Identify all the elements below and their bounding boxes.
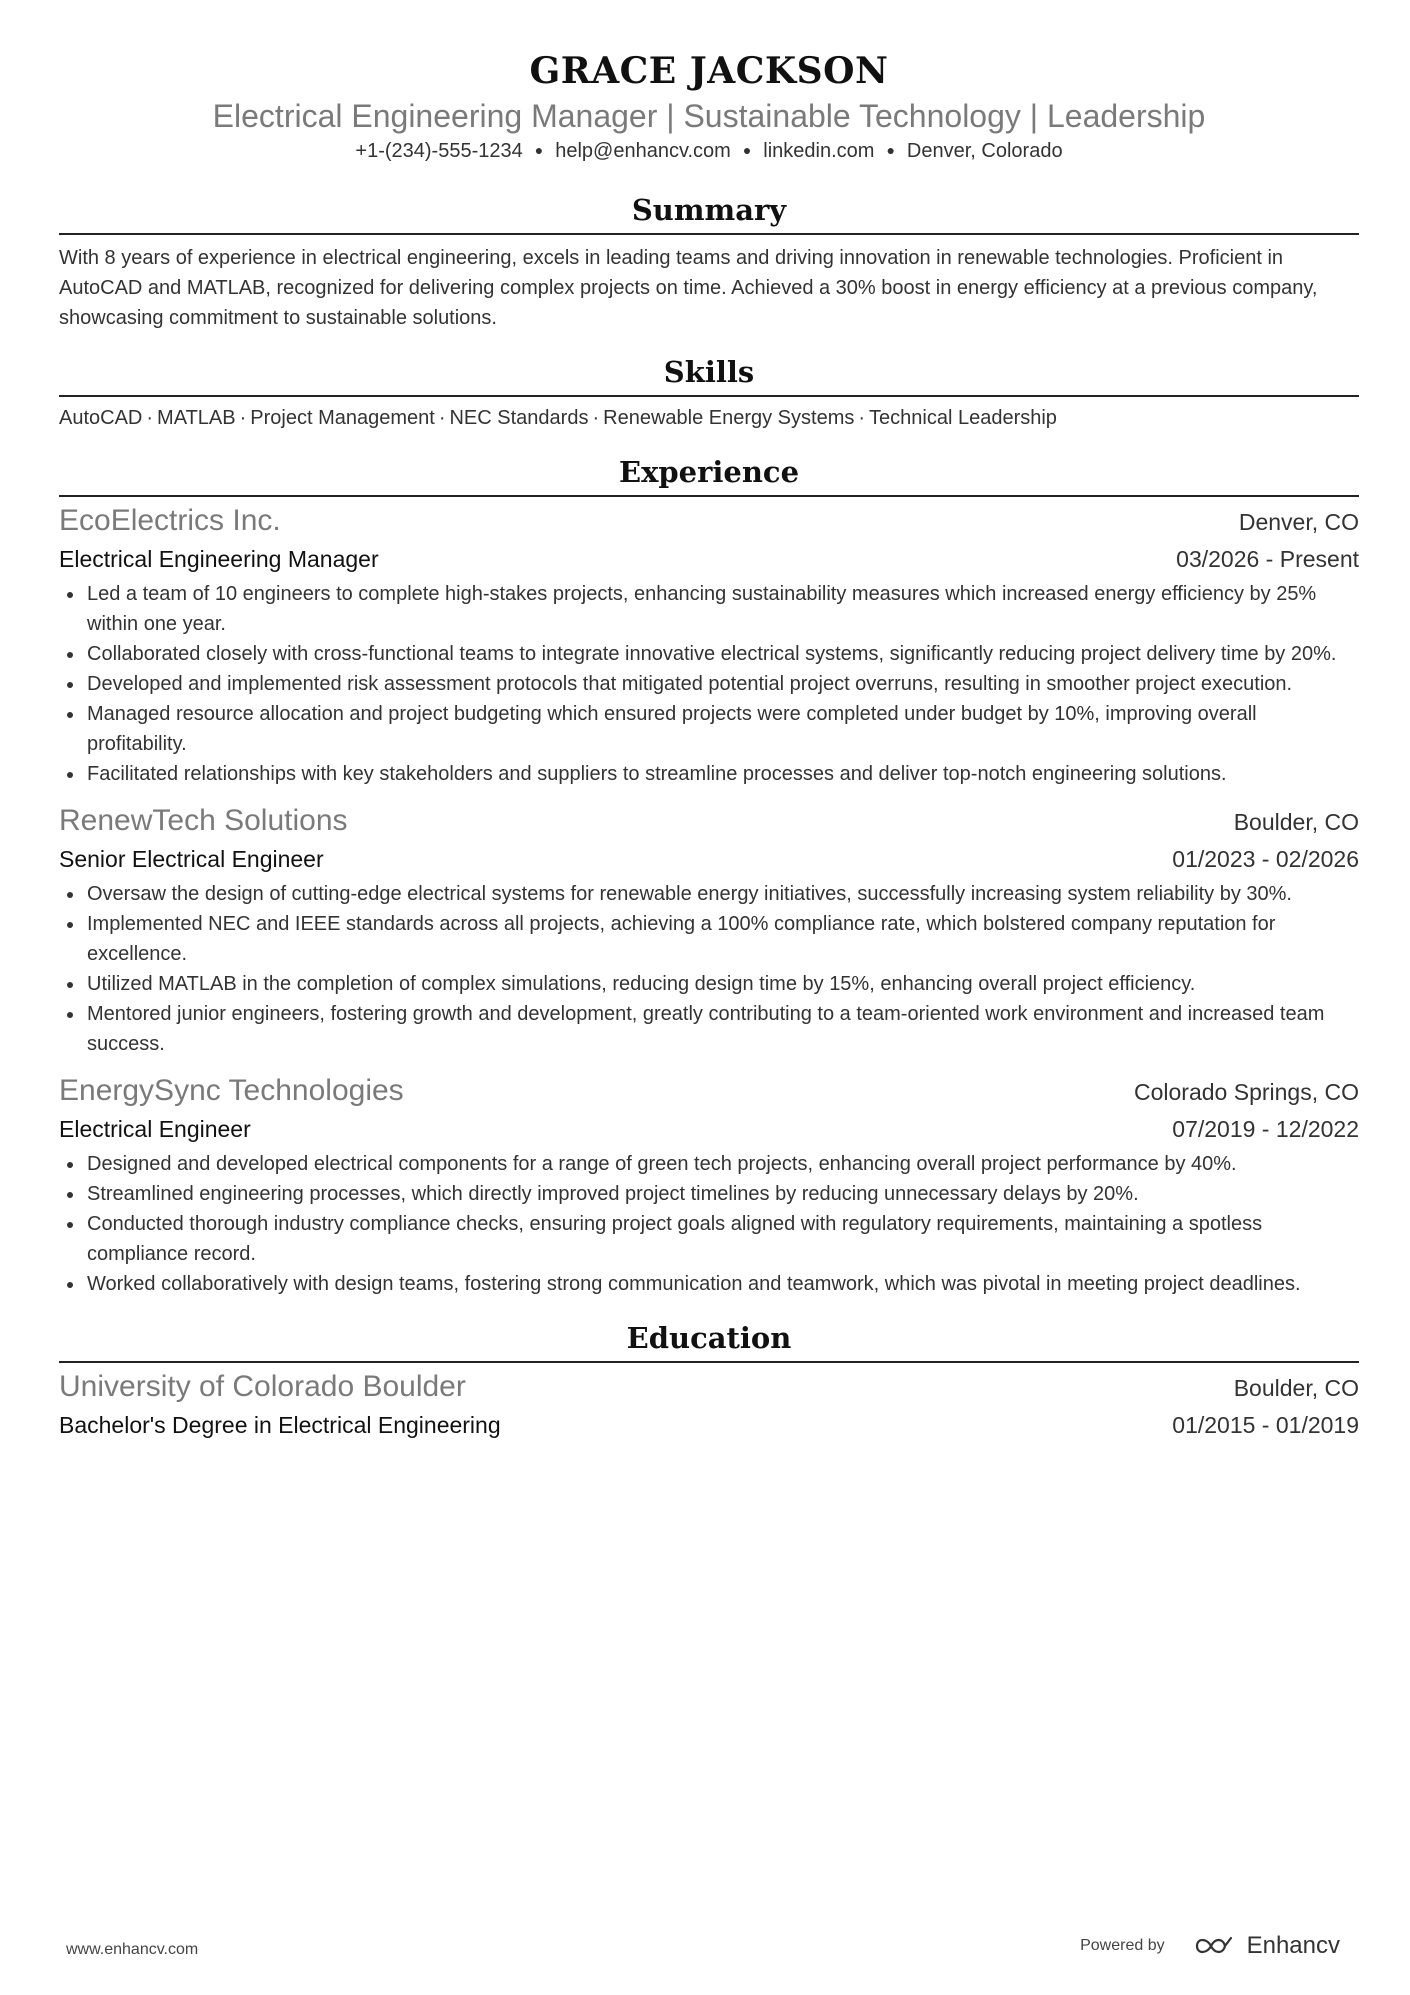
candidate-name: GRACE JACKSON (529, 50, 889, 92)
experience-entry (59, 801, 1359, 1059)
skill-item: MATLAB (157, 407, 236, 429)
job-title: Electrical Engineer (59, 1116, 251, 1142)
section-title-experience: Experience (59, 453, 1359, 497)
experience-entry (59, 501, 1359, 789)
skill-item: Project Management (250, 407, 435, 429)
bullet-item: Managed resource allocation and project budgeting which ensured projects were completed under budget by 10%, improving overall profitability. (59, 699, 1359, 759)
contact-line (59, 136, 1359, 165)
job-bullets (59, 579, 1359, 789)
skill-item: NEC Standards (449, 407, 589, 429)
bullet-item: Conducted thorough industry compliance checks, ensuring project goals aligned with regulatory requirements, maintaining a spotless compliance record. (59, 1209, 1359, 1269)
bullet-item: Designed and developed electrical components for a range of green tech projects, enhancing overall project performance by 40%. (59, 1149, 1359, 1179)
skill-item: Renewable Energy Systems (603, 407, 855, 429)
job-bullets (59, 879, 1359, 1059)
contact-location: Denver, Colorado (906, 140, 1063, 162)
footer-website-link[interactable]: www.enhancv.com (66, 1941, 199, 1958)
separator-dot-icon: ● (886, 142, 895, 158)
bullet-item: Utilized MATLAB in the completion of complex simulations, reducing design time by 15%, enhancing overall project efficiency. (59, 969, 1359, 999)
degree-title: Bachelor's Degree in Electrical Engineering (59, 1412, 501, 1438)
bullet-item: Mentored junior engineers, fostering growth and development, greatly contributing to a team-oriented work environment and increased team success. (59, 999, 1359, 1059)
section-title-education: Education (59, 1319, 1359, 1363)
bullet-item: Collaborated closely with cross-functional teams to integrate innovative electrical systems, significantly reducing project delivery time by 20%. (59, 639, 1359, 669)
headline: Electrical Engineering Manager | Sustainable Technology | Leadership (212, 98, 1206, 134)
skills-list: AutoCAD · MATLAB · Project Management · NEC Standards · Renewable Energy Systems · Technical Leadership (59, 407, 1057, 429)
skill-item: Technical Leadership (869, 407, 1057, 429)
job-location: Boulder, CO (1233, 809, 1359, 835)
contact-phone[interactable]: +1-(234)-555-1234 (355, 140, 523, 162)
education-entry (59, 1367, 1359, 1443)
section-title-skills: Skills (59, 353, 1359, 397)
skill-item: AutoCAD (59, 407, 143, 429)
brand-name: Enhancv (1246, 1932, 1340, 1959)
job-location: Colorado Springs, CO (1134, 1079, 1359, 1105)
powered-by-label: Powered by (1080, 1937, 1165, 1954)
job-title: Senior Electrical Engineer (59, 846, 324, 872)
experience-entry (59, 1071, 1359, 1299)
enhancv-logo-icon (1193, 1934, 1239, 1958)
company-name: EcoElectrics Inc. (59, 504, 281, 537)
job-location: Denver, CO (1238, 509, 1359, 535)
resume-page (59, 48, 1359, 1443)
company-name: EnergySync Technologies (59, 1074, 404, 1107)
separator-dot-icon: ● (742, 142, 752, 158)
separator-dot-icon: ● (534, 142, 544, 158)
bullet-item: Streamlined engineering processes, which directly improved project timelines by reducing unnecessary delays by 20%. (59, 1179, 1359, 1209)
bullet-item: Oversaw the design of cutting-edge electrical systems for renewable energy initiatives, successfully increasing system reliability by 30%. (59, 879, 1359, 909)
summary-text: With 8 years of experience in electrical engineering, excels in leading teams and driving innovation in renewable technologies. Proficient in AutoCAD and MATLAB, recognized for delivering complex projects on time. Achieved a 30% boost in energy efficiency at a previous company, showcasing commitment to sustainable solutions. (59, 247, 1318, 329)
education-location: Boulder, CO (1233, 1375, 1359, 1401)
contact-linkedin[interactable]: linkedin.com (763, 140, 875, 162)
education-dates: 01/2015 - 01/2019 (1172, 1412, 1359, 1438)
company-name: RenewTech Solutions (59, 804, 348, 837)
enhancv-brand-link[interactable] (1193, 1932, 1340, 1960)
job-dates: 03/2026 - Present (1176, 546, 1359, 572)
section-title-summary: Summary (59, 191, 1359, 235)
job-dates: 01/2023 - 02/2026 (1172, 846, 1359, 872)
bullet-item: Implemented NEC and IEEE standards across all projects, achieving a 100% compliance rate, which bolstered company reputation for excellence. (59, 909, 1359, 969)
institution-name: University of Colorado Boulder (59, 1370, 466, 1403)
footer-branding (1080, 1932, 1340, 1960)
contact-email[interactable]: help@enhancv.com (555, 140, 731, 162)
bullet-item: Worked collaboratively with design teams, fostering strong communication and teamwork, which was pivotal in meeting project deadlines. (59, 1269, 1359, 1299)
job-dates: 07/2019 - 12/2022 (1172, 1116, 1359, 1142)
job-bullets (59, 1149, 1359, 1299)
job-title: Electrical Engineering Manager (59, 546, 379, 572)
bullet-item: Led a team of 10 engineers to complete high-stakes projects, enhancing sustainability measures which increased energy efficiency by 25% within one year. (59, 579, 1359, 639)
bullet-item: Developed and implemented risk assessment protocols that mitigated potential project overruns, resulting in smoother project execution. (59, 669, 1359, 699)
bullet-item: Facilitated relationships with key stakeholders and suppliers to streamline processes and deliver top-notch engineering solutions. (59, 759, 1359, 789)
